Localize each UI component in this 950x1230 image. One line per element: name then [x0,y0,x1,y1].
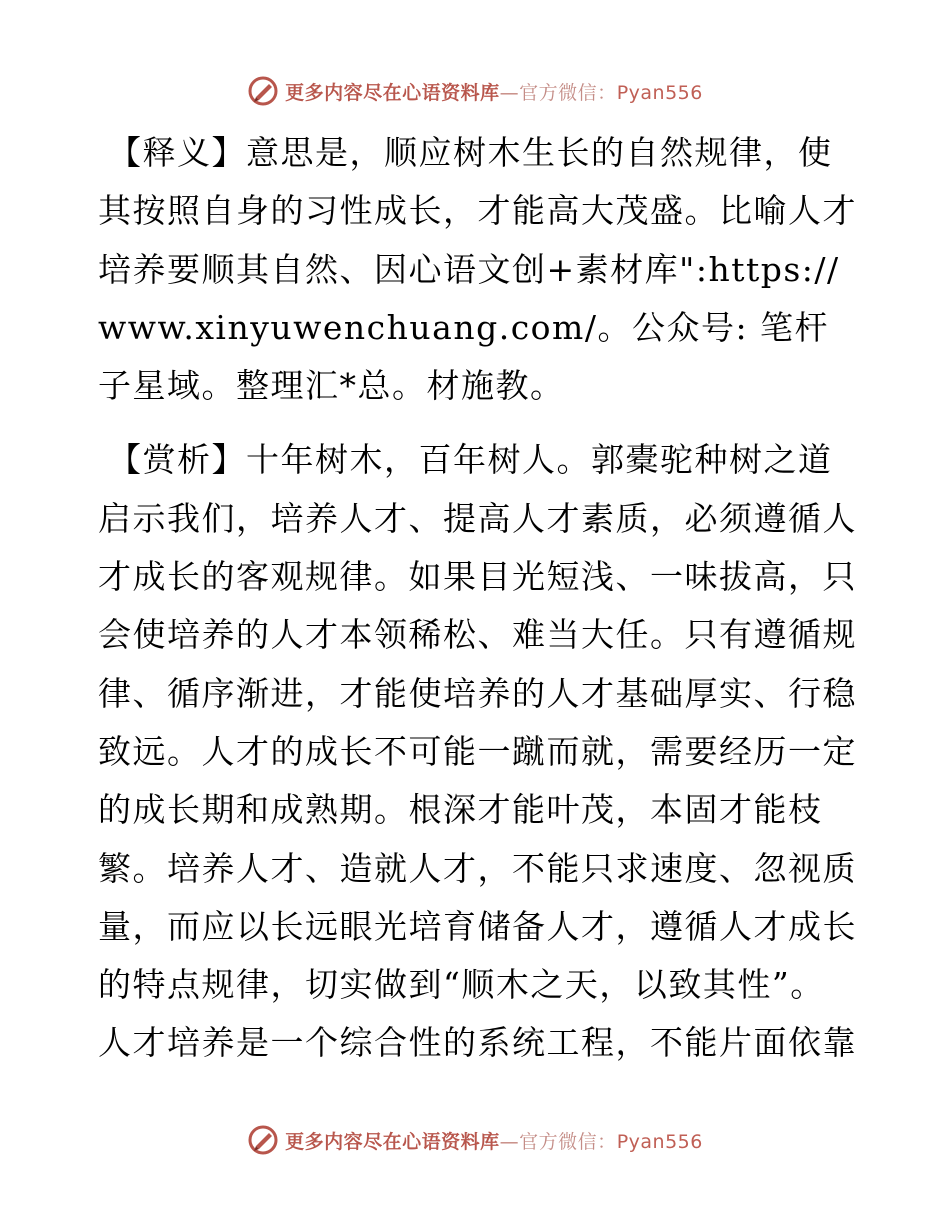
paragraph-analysis-text: 【赏析】十年树木，百年树人。郭橐驼种树之道启示我们，培养人才、提高人才素质，必须遵循人才成长的客观规律。如果目光短浅、一味拔高，只会使培养的人才本领稀松、难当大任。只有遵循规律、循序渐进，才能使培养的人才基础厚实、行稳致远。人才的成长不可能一蹴而就，需要经历一定的成长期和成熟期。根深才能叶茂，本固才能枝繁。培养人才、造就人才，不能只求速度、忽视质量，而应以长远眼光培育储备人才，遵循人才成长的特点规律，切实做到“顺木之天，以致其性”。人才培养是一个综合性的系统工程，不能片面依靠 [98,440,857,1063]
pen-logo-icon [247,1124,279,1156]
header-banner [0,71,950,111]
paragraph-definition [98,124,858,415]
pen-logo-icon [247,75,279,107]
document-body [98,124,858,1073]
footer-banner-text [285,1127,703,1154]
header-separator: — [499,81,520,104]
footer-official-label: 官方微信： [519,1130,617,1153]
footer-brand: 更多内容尽在心语资料库 [285,1130,500,1153]
paragraph-analysis [98,431,858,1072]
header-brand: 更多内容尽在心语资料库 [285,81,500,104]
paragraph-definition-text: 【释义】意思是，顺应树木生长的自然规律，使其按照自身的习性成长，才能高大茂盛。比喻人才培养要顺其自然、因心语文创+素材库":https://www.xinyuwenchuang.com/。公众号: 笔杆子星域。整理汇*总。材施教。 [98,133,857,406]
header-official-label: 官方微信： [519,81,617,104]
footer-separator: — [499,1130,520,1153]
header-account: Pyan556 [616,81,703,104]
footer-account: Pyan556 [616,1130,703,1153]
header-banner-text [285,78,703,105]
footer-banner [0,1120,950,1160]
